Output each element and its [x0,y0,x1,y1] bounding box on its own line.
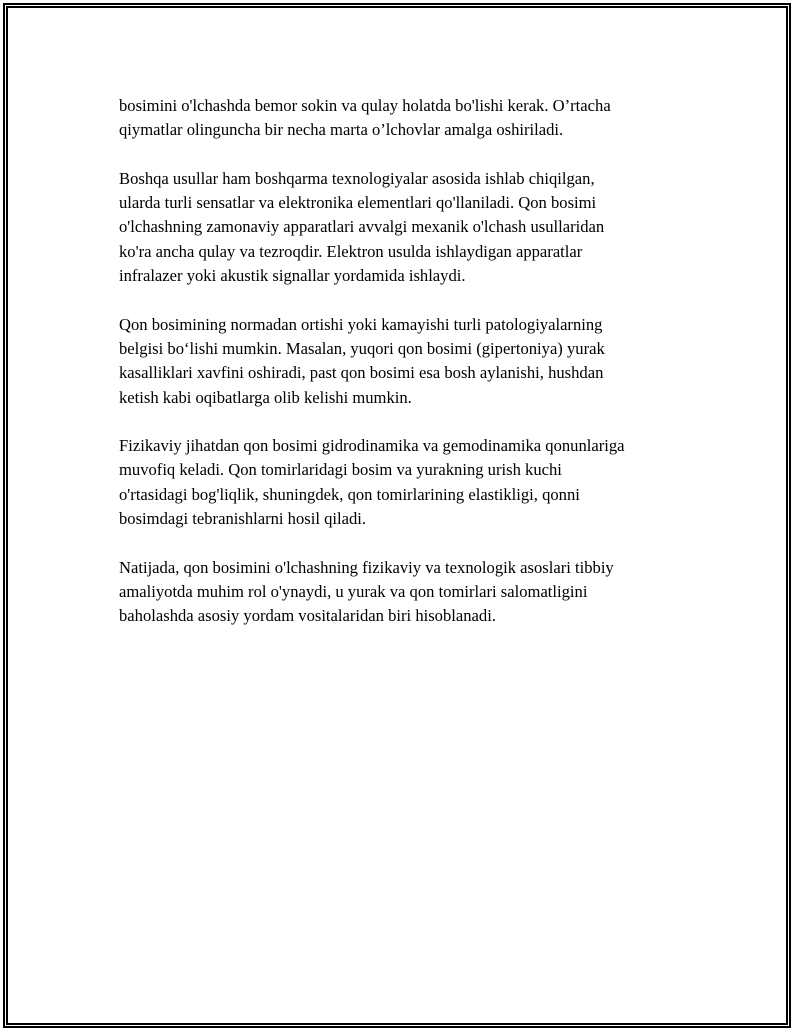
paragraph-1: bosimini o'lchashda bemor sokin va qulay holatda bo'lishi kerak. O’rtacha qiymatlar olinguncha bir necha marta o’lchovlar amalga oshiriladi. [119,96,611,140]
paragraph-5: Natijada, qon bosimini o'lchashning fizikaviy va texnologik asoslari tibbiy amaliyotda muhim rol o'ynaydi, u yurak va qon tomirlari salomatligini baholashda asosiy yordam vositalaridan biri hisoblanadi. [119,557,614,626]
paragraph-2: Boshqa usullar ham boshqarma texnologiyalar asosida ishlab chiqilgan, ularda turli sensatlar va elektronika elementlari qo'llaniladi. Qon bosimi o'lchashning zamonaviy apparatlari avvalgi mexanik o'lchash usullaridan ko'ra ancha qulay va tezroqdir. Elektron usulda ishlaydigan apparatlar infralazer yoki akustik signallar yordamida ishlaydi. [119,168,605,286]
document-body [119,94,699,653]
paragraph-4: Fizikaviy jihatdan qon bosimi gidrodinamika va gemodinamika qonunlariga muvofiq keladi. Qon tomirlaridagi bosim va yurakning urish kuchi o'rtasidagi bog'liqlik, shuningdek, qon tomirlarining elastikligi, qonni bosimdagi tebranishlarni hosil qiladi. [119,436,625,529]
paragraph-3: Qon bosimining normadan ortishi yoki kamayishi turli patologiyalarning belgisi bo‘lishi mumkin. Masalan, yuqori qon bosimi (gipertoniya) yurak kasalliklari xavfini oshiradi, past qon bosimi esa bosh aylanishi, hushdan ketish kabi oqibatlarga olib kelishi mumkin. [119,314,605,407]
